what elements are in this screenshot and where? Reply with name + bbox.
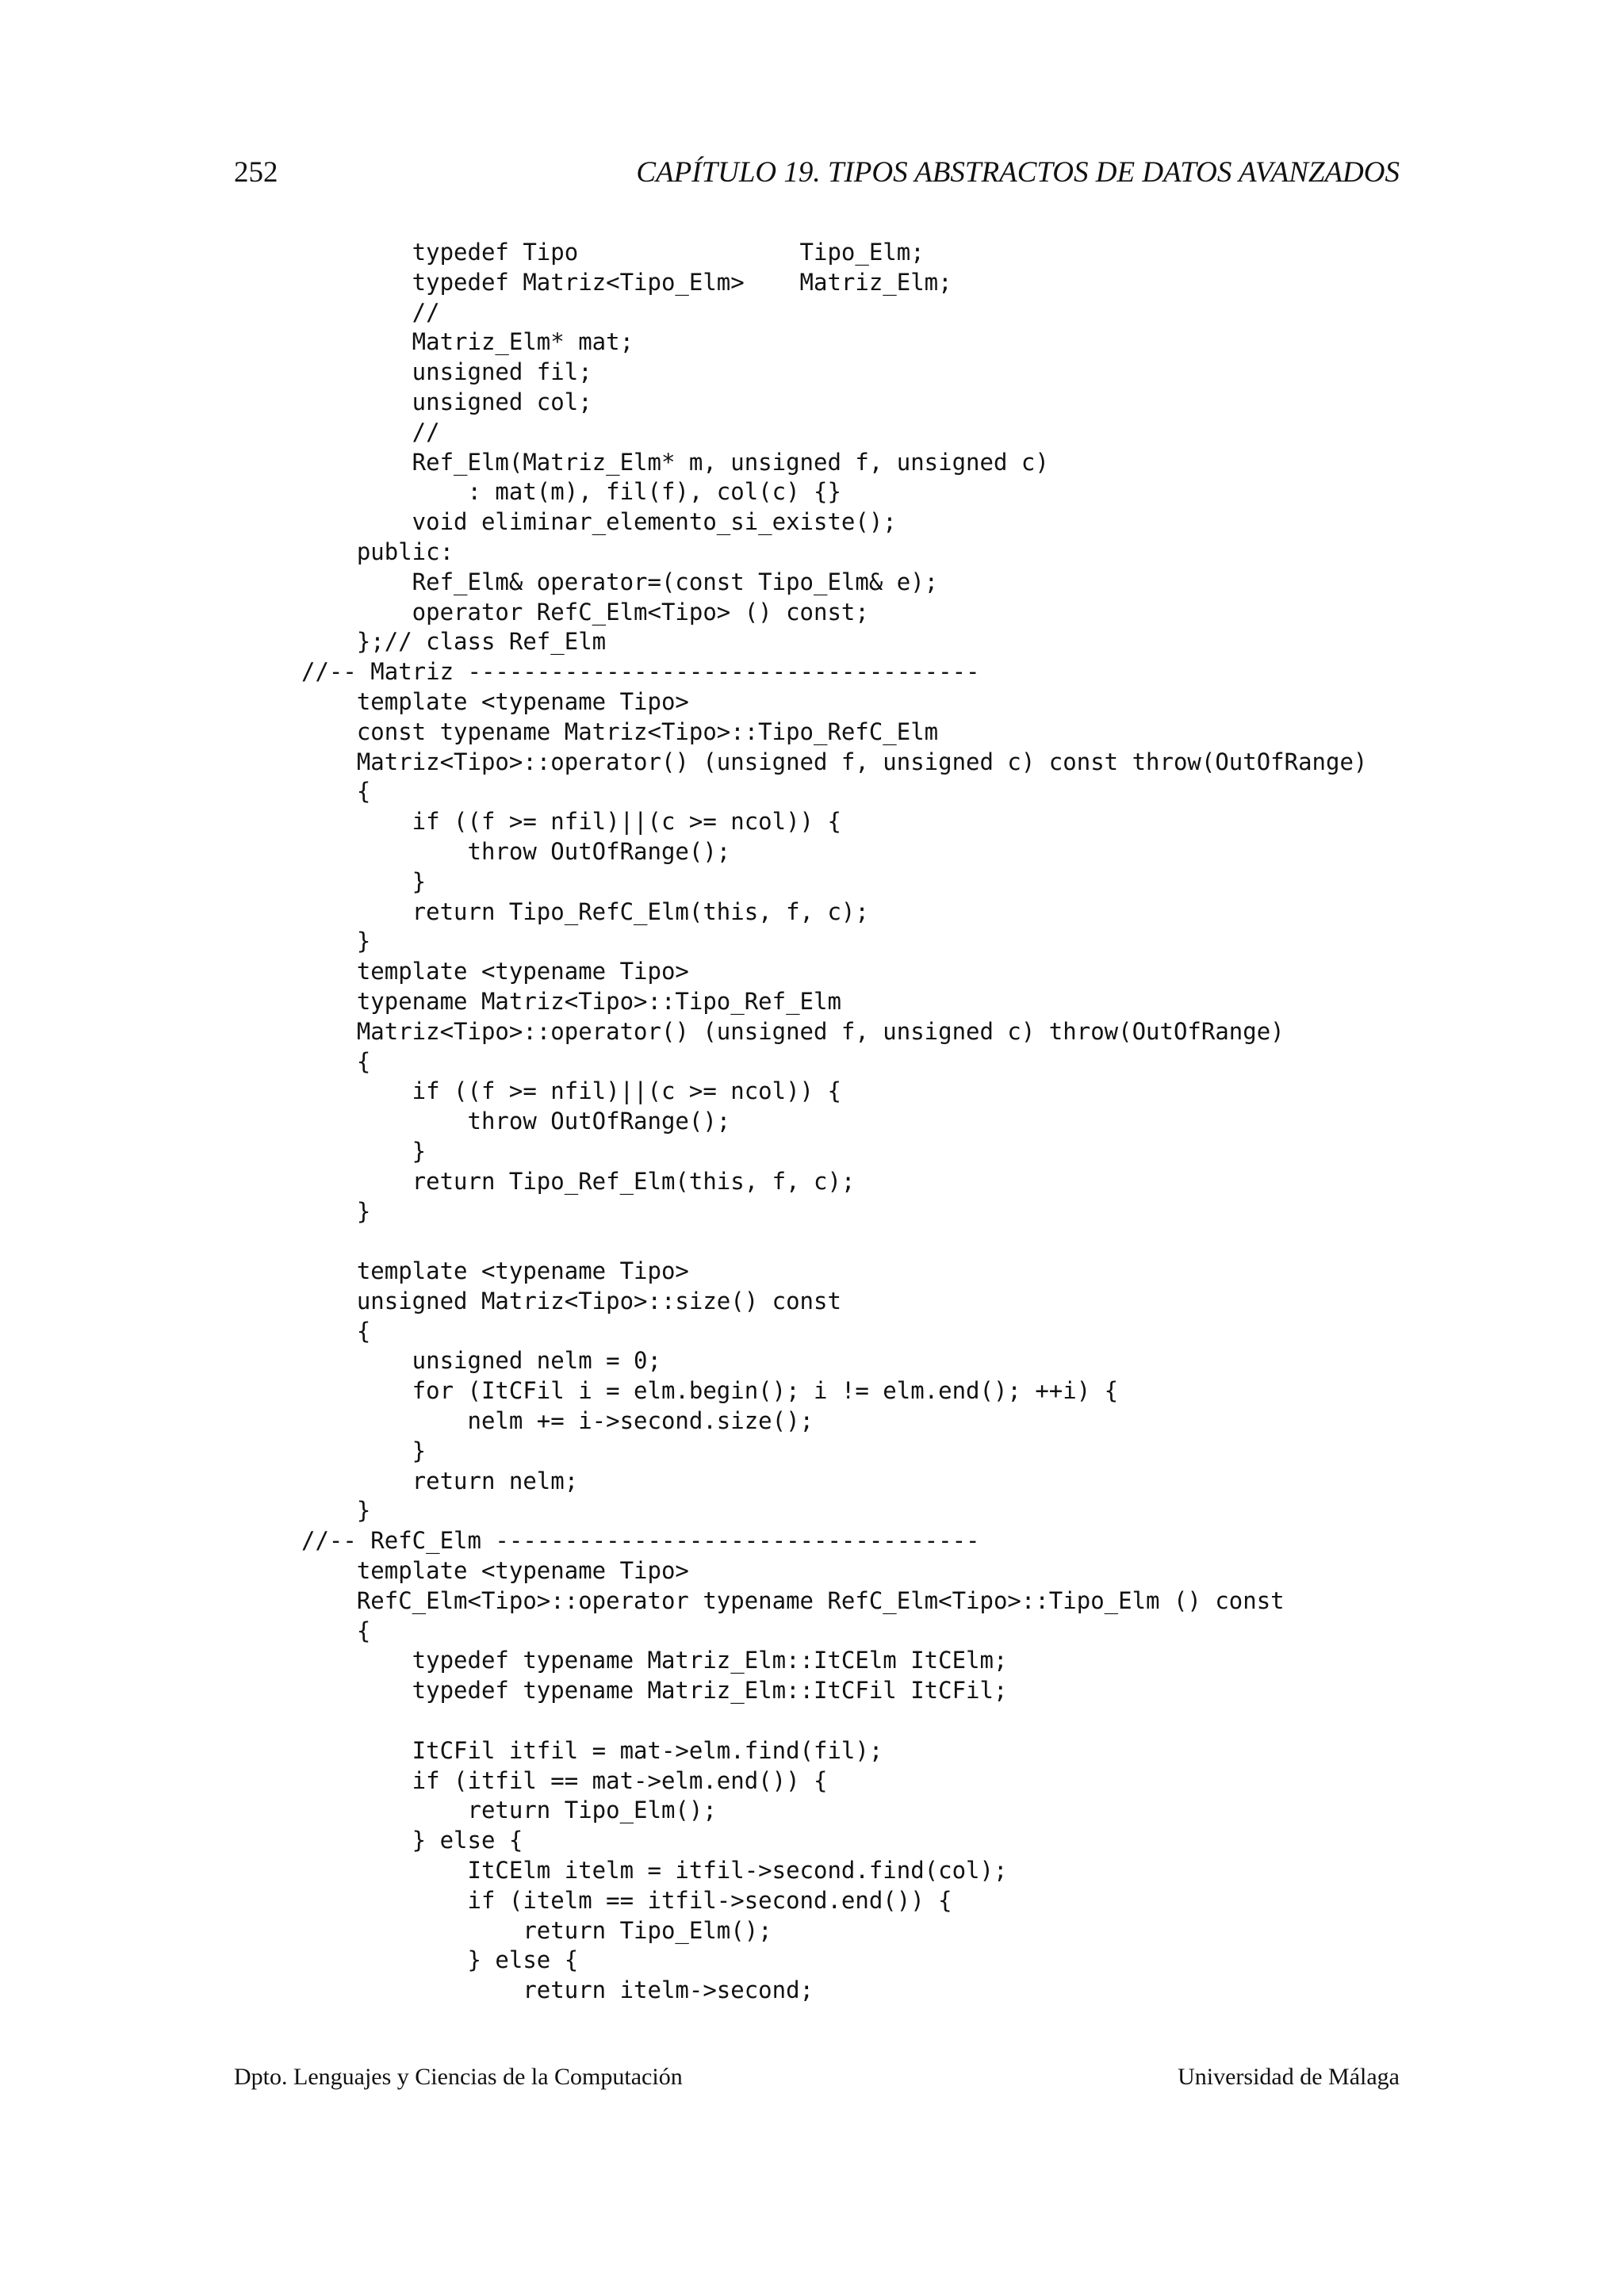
code-line: unsigned nelm = 0; [301,1347,661,1375]
code-line: if (itfil == mat->elm.end()) { [301,1766,828,1794]
code-line: //-- Matriz ------------------------------------- [301,658,980,686]
code-line: operator RefC_Elm<Tipo> () const; [301,598,869,626]
code-line: typedef typename Matriz_Elm::ItCFil ItCFil; [301,1677,1008,1705]
code-line: public: [301,538,454,565]
code-line: typedef Matriz<Tipo_Elm> Matriz_Elm; [301,268,952,296]
code-line: ItCElm itelm = itfil->second.find(col); [301,1857,1008,1885]
code-line: ItCFil itfil = mat->elm.find(fil); [301,1736,883,1764]
code-line: template <typename Tipo> [301,687,689,715]
code-listing [301,238,1367,2006]
code-line: Matriz<Tipo>::operator() (unsigned f, unsigned c) const throw(OutOfRange) [301,748,1368,775]
code-line: return Tipo_Elm(); [301,1797,717,1824]
code-line: throw OutOfRange(); [301,1108,731,1135]
footer-department: Dpto. Lenguajes y Ciencias de la Computación [234,2064,683,2090]
code-line: nelm += i->second.size(); [301,1407,814,1435]
code-line: } [301,1197,371,1225]
code-line: return nelm; [301,1467,579,1494]
code-line: throw OutOfRange(); [301,837,731,865]
code-line: Matriz_Elm* mat; [301,328,634,356]
code-line: } else { [301,1827,523,1854]
footer-university: Universidad de Málaga [1178,2064,1400,2090]
code-line [301,1706,1367,1736]
chapter-title: CAPÍTULO 19. TIPOS ABSTRACTOS DE DATOS AVANZADOS [636,156,1400,189]
code-line: { [301,778,371,806]
code-line: { [301,1617,371,1644]
code-line: } [301,1497,371,1525]
code-line: if ((f >= nfil)||(c >= ncol)) { [301,808,841,836]
code-line: typedef typename Matriz_Elm::ItCElm ItCElm; [301,1647,1008,1674]
code-line: } [301,928,371,955]
code-line: typedef Tipo Tipo_Elm; [301,239,925,266]
code-line: typename Matriz<Tipo>::Tipo_Ref_Elm [301,987,841,1015]
code-line: };// class Ref_Elm [301,628,607,656]
code-line: Ref_Elm(Matriz_Elm* m, unsigned f, unsigned c) [301,448,1049,476]
code-line: for (ItCFil i = elm.begin(); i != elm.end(); ++i) { [301,1377,1119,1405]
page-number: 252 [234,156,278,189]
code-line: Matriz<Tipo>::operator() (unsigned f, unsigned c) throw(OutOfRange) [301,1017,1285,1045]
code-line: Ref_Elm& operator=(const Tipo_Elm& e); [301,568,939,595]
page-header [234,155,1400,195]
code-line: return Tipo_Elm(); [301,1916,772,1944]
code-line: unsigned col; [301,388,592,415]
code-line: } [301,867,427,895]
code-line: } else { [301,1946,579,1974]
code-line: : mat(m), fil(f), col(c) {} [301,478,841,506]
code-line: const typename Matriz<Tipo>::Tipo_RefC_Elm [301,718,939,745]
code-line: //-- RefC_Elm ----------------------------------- [301,1527,980,1555]
page-footer [234,2064,1400,2099]
code-line: unsigned Matriz<Tipo>::size() const [301,1287,841,1314]
code-line: if (itelm == itfil->second.end()) { [301,1886,952,1914]
code-line: unsigned fil; [301,358,592,386]
code-line: template <typename Tipo> [301,958,689,985]
code-line: { [301,1317,371,1345]
code-line: void eliminar_elemento_si_existe(); [301,508,897,536]
code-line: // [301,418,440,446]
code-line: template <typename Tipo> [301,1257,689,1285]
code-line: if ((f >= nfil)||(c >= ncol)) { [301,1077,841,1105]
code-line: return Tipo_RefC_Elm(this, f, c); [301,897,869,925]
code-line: } [301,1137,427,1165]
code-line: RefC_Elm<Tipo>::operator typename RefC_Elm<Tipo>::Tipo_Elm () const [301,1586,1285,1614]
code-line: { [301,1047,371,1075]
code-line: return Tipo_Ref_Elm(this, f, c); [301,1167,856,1195]
code-line: return itelm->second; [301,1976,814,2004]
code-line: } [301,1437,427,1464]
code-line [301,1226,1367,1257]
code-line: template <typename Tipo> [301,1557,689,1585]
code-line: // [301,298,440,326]
